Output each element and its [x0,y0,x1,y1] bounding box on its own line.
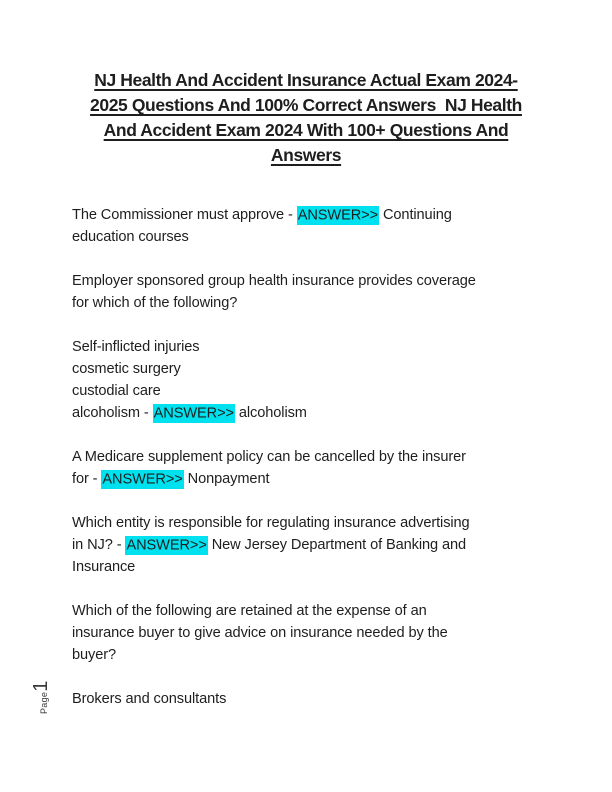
answer-highlight: ANSWER>> [102,471,183,487]
text-segment: alcoholism [234,405,307,421]
text-segment: Which of the following are retained at the expense of an [72,603,427,619]
text-segment: A Medicare supplement policy can be cancelled by the insurer [72,449,466,465]
text-segment: The Commissioner must approve - [72,207,297,223]
text-line [72,644,546,666]
answer-highlight: ANSWER>> [126,537,207,553]
text-line [72,336,546,358]
text-line [72,204,546,226]
text-line [72,534,546,556]
title-line: Answers [270,145,342,165]
answer-highlight: ANSWER>> [297,207,379,223]
page-number: 1 [30,680,52,692]
text-line [72,688,546,710]
answer-highlight: ANSWER>> [153,405,234,421]
text-segment: alcoholism - [72,405,153,421]
text-line [72,270,546,292]
text-line [72,600,546,622]
text-segment: buyer? [72,647,117,663]
text-segment: education courses [72,229,189,245]
text-segment: cosmetic surgery [72,361,181,377]
document-body [72,204,546,710]
text-segment: for - [72,471,102,487]
text-segment: Insurance [72,559,136,575]
title-line: 2025 Questions And 100% Correct Answers NJ Health [90,95,522,115]
text-segment: Continuing [379,207,452,223]
text-segment: Which entity is responsible for regulating insurance advertising [72,515,470,531]
document-title [60,68,552,168]
text-line [72,226,546,248]
text-segment: New Jersey Department of Banking and [207,537,467,553]
title-line: NJ Health And Accident Insurance Actual Exam 2024- [94,70,518,90]
text-line [72,622,546,644]
text-segment: for which of the following? [72,295,238,311]
paragraph [72,512,546,578]
page-word: Page [39,691,49,714]
text-line [72,446,546,468]
text-line [72,556,546,578]
text-segment: insurance buyer to give advice on insurance needed by the [72,625,448,641]
paragraph [72,204,546,248]
text-line [72,468,546,490]
paragraph [72,270,546,314]
text-line [72,402,546,424]
text-segment: Self-inflicted injuries [72,339,200,355]
paragraph [72,446,546,490]
paragraph [72,336,546,424]
text-segment: Nonpayment [183,471,270,487]
title-line: And Accident Exam 2024 With 100+ Questions And [103,120,509,140]
text-segment: Employer sponsored group health insurance provides coverage [72,273,476,289]
text-line [72,292,546,314]
text-segment: in NJ? - [72,537,126,553]
paragraph [72,688,546,710]
paragraph [72,600,546,666]
text-segment: Brokers and consultants [72,691,227,707]
text-segment: custodial care [72,383,161,399]
text-line [72,358,546,380]
text-line [72,512,546,534]
text-line [72,380,546,402]
page-number-label [30,680,53,714]
